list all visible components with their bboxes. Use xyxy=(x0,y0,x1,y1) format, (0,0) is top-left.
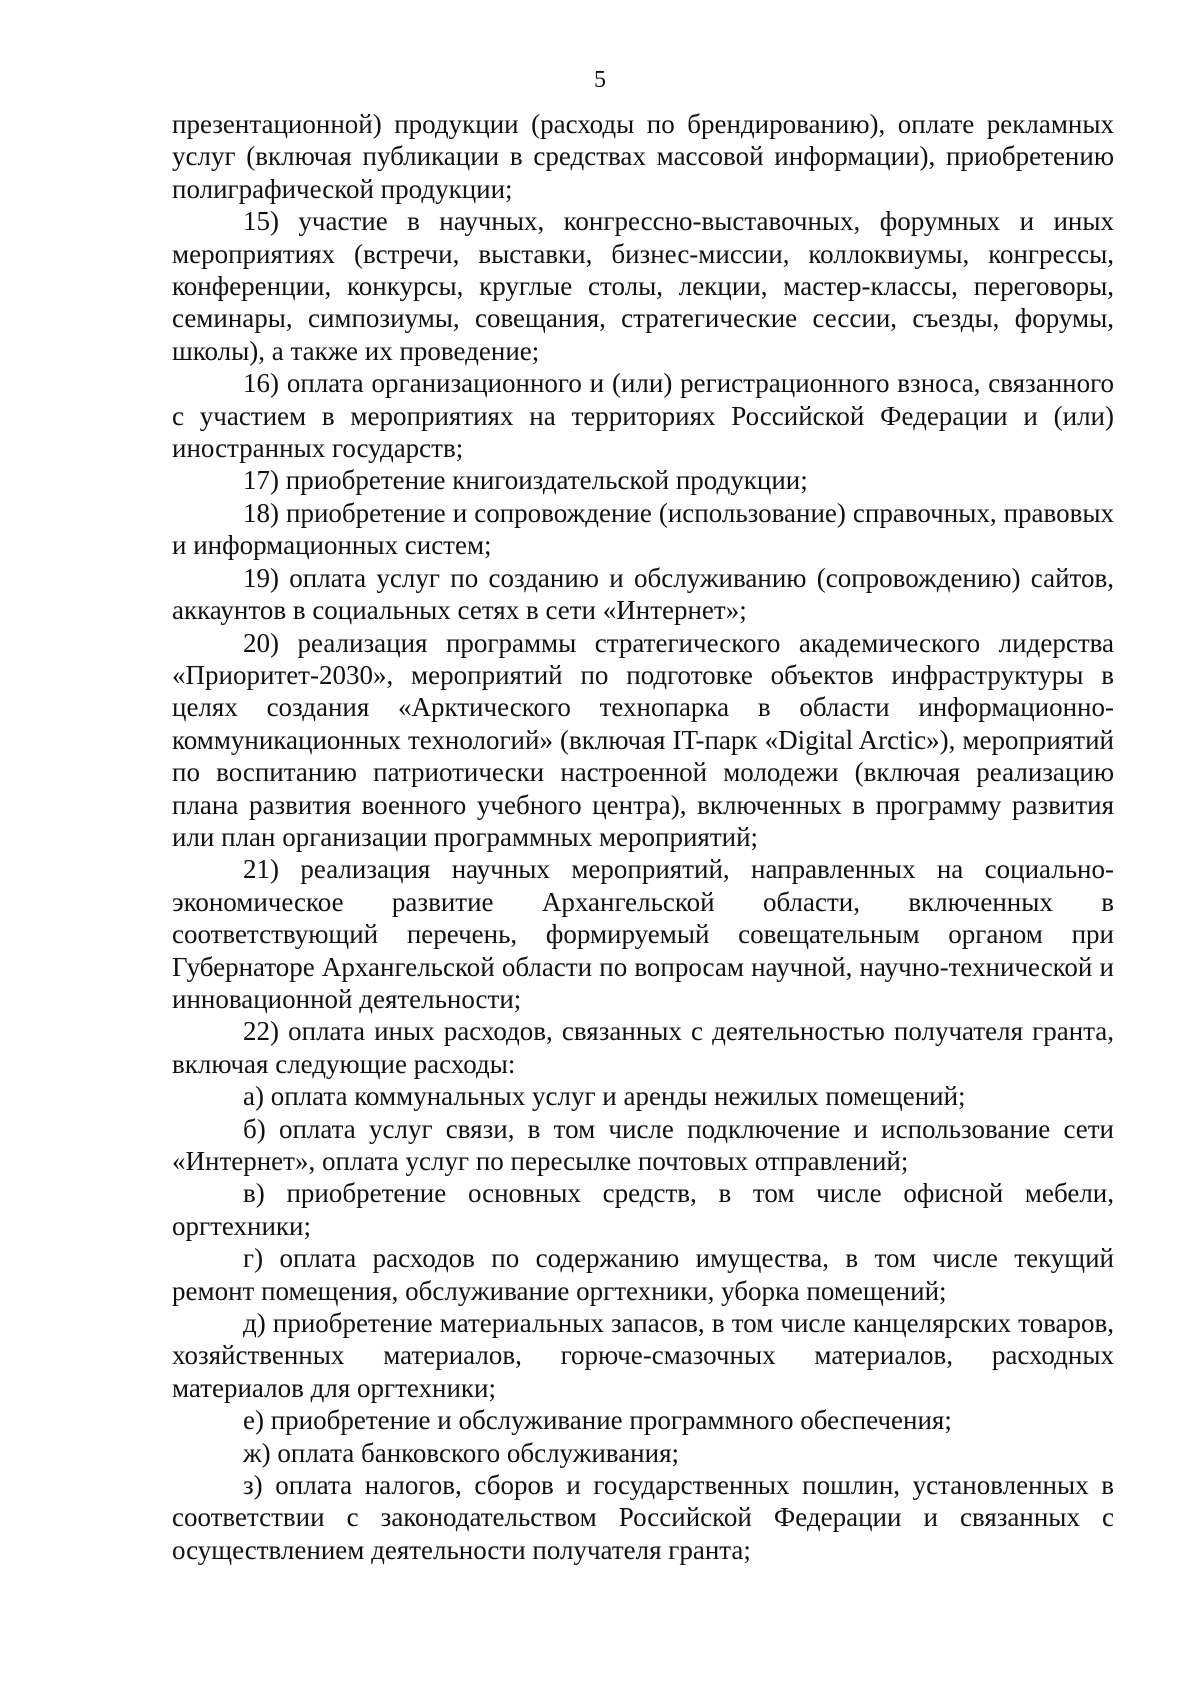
subitem-d: д) приобретение материальных запасов, в том числе канцелярских товаров, хозяйственных материалов, горюче-смазочных материалов, расходных материалов для оргтехники; xyxy=(172,1308,1114,1403)
page-number: 5 xyxy=(594,67,606,93)
document-body xyxy=(172,108,1114,1566)
paragraph-item-16: 16) оплата организационного и (или) регистрационного взноса, связанного с участием в мероприятиях на территориях Российской Федерации и (или) иностранных государств; xyxy=(172,368,1114,464)
paragraph-item-19: 19) оплата услуг по созданию и обслуживанию (сопровождению) сайтов, аккаунтов в социальных сетях в сети «Интернет»; xyxy=(172,562,1114,626)
paragraph-item-15: 15) участие в научных, конгрессно-выставочных, форумных и иных мероприятиях (встречи, выставки, бизнес-миссии, коллоквиумы, конгрессы, конференции, конкурсы, круглые столы, лекции, мастер-классы, переговоры, семинары, симпозиумы, совещания, стратегические сессии, съезды, форумы, школы), а также их проведение; xyxy=(172,206,1114,366)
subitem-b: б) оплата услуг связи, в том числе подключение и использование сети «Интернет», оплата услуг по пересылке почтовых отправлений; xyxy=(172,1113,1114,1176)
paragraph-item-18: 18) приобретение и сопровождение (использование) справочных, правовых и информационных систем; xyxy=(172,497,1114,561)
subitem-a: а) оплата коммунальных услуг и аренды нежилых помещений; xyxy=(243,1081,966,1112)
subitem-zh: ж) оплата банковского обслуживания; xyxy=(243,1437,679,1468)
paragraph-item-17: 17) приобретение книгоиздательской продукции; xyxy=(243,465,808,496)
subitem-z: з) оплата налогов, сборов и государственных пошлин, установленных в соответствии с законодательством Российской Федерации и связанных с осуществлением деятельности получателя гранта; xyxy=(172,1470,1114,1565)
paragraph-item-21: 21) реализация научных мероприятий, направленных на социально-экономическое развитие Архангельской области, включенных в соответствующий перечень, формируемый совещательным органом при Губернаторе Архангельской области по вопросам научной, научно-технической и инновационной деятельности; xyxy=(172,854,1114,1014)
paragraph-item-20: 20) реализация программы стратегического академического лидерства «Приоритет-2030», мероприятий по подготовке объектов инфраструктуры в целях создания «Арктического технопарка в области информационно-коммуникационных технологий» (включая IT-парк «Digital Arctic»), мероприятий по воспитанию патриотически настроенной молодежи (включая реализацию плана развития военного учебного центра), включенных в программу развития или план организации программных мероприятий; xyxy=(172,627,1114,852)
subitem-v: в) приобретение основных средств, в том числе офисной мебели, оргтехники; xyxy=(172,1178,1114,1241)
subitem-g: г) оплата расходов по содержанию имущества, в том числе текущий ремонт помещения, обслуживание оргтехники, уборка помещений; xyxy=(172,1243,1114,1306)
subitem-e: е) приобретение и обслуживание программного обеспечения; xyxy=(243,1405,952,1436)
paragraph-item-22: 22) оплата иных расходов, связанных с деятельностью получателя гранта, включая следующие расходы: xyxy=(172,1016,1114,1079)
paragraph-continuation: презентационной) продукции (расходы по брендированию), оплате рекламных услуг (включая публикации в средствах массовой информации), приобретению полиграфической продукции; xyxy=(172,109,1114,204)
